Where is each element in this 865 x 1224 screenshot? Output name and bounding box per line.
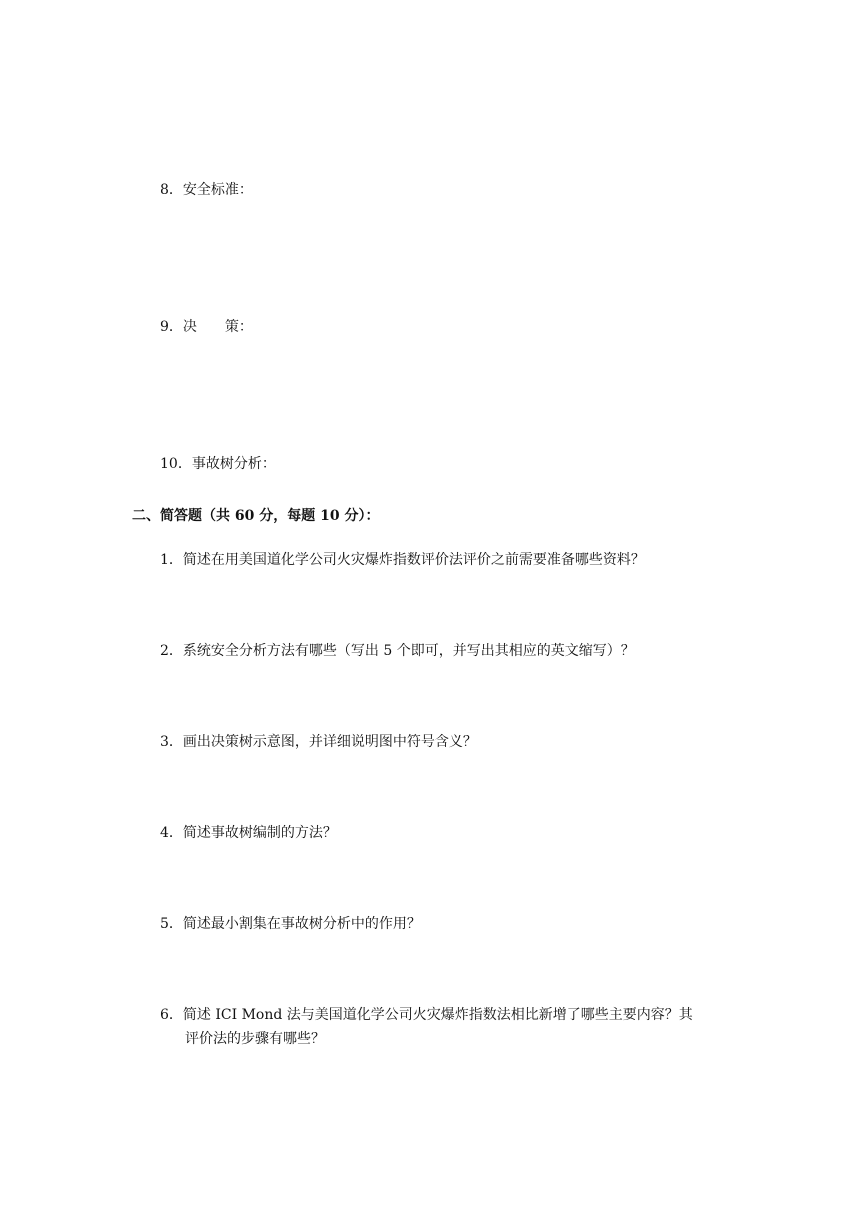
question-item-5	[160, 914, 421, 934]
item-text: 简述最小割集在事故树分析中的作用？	[182, 916, 421, 932]
question-item-4	[160, 823, 337, 843]
item-text: 画出决策树示意图，并详细说明图中符号含义？	[182, 734, 477, 750]
item-text: 安全标准：	[182, 182, 253, 198]
definition-item-10	[160, 454, 276, 474]
definition-item-9	[160, 317, 253, 337]
item-number: 9．	[160, 319, 183, 335]
question-item-6	[160, 1005, 693, 1025]
section-heading: 二、简答题（共 60 分，每题 10 分）：	[132, 508, 380, 524]
item-text: 决 策：	[182, 319, 253, 335]
item-number: 5．	[160, 916, 183, 932]
question-item-3	[160, 732, 477, 752]
item-number: 4．	[160, 825, 183, 841]
item-text: 事故树分析：	[191, 456, 276, 472]
item-text: 简述事故树编制的方法？	[182, 825, 337, 841]
question-item-1	[160, 550, 645, 570]
question-item-2	[160, 641, 635, 661]
item-number: 8．	[160, 182, 183, 198]
item-number: 10．	[160, 456, 192, 472]
item-text: 简述 ICI Mond 法与美国道化学公司火灾爆炸指数法相比新增了哪些主要内容？其	[182, 1007, 693, 1023]
question-item-6-continuation: 评价法的步骤有哪些？	[185, 1031, 325, 1047]
item-text: 简述在用美国道化学公司火灾爆炸指数评价法评价之前需要准备哪些资料？	[182, 552, 645, 568]
definition-item-8	[160, 180, 253, 200]
item-number: 2．	[160, 643, 183, 659]
item-text: 系统安全分析方法有哪些（写出 5 个即可，并写出其相应的英文缩写）？	[182, 643, 635, 659]
item-number: 6．	[160, 1007, 183, 1023]
item-number: 1．	[160, 552, 183, 568]
item-number: 3．	[160, 734, 183, 750]
